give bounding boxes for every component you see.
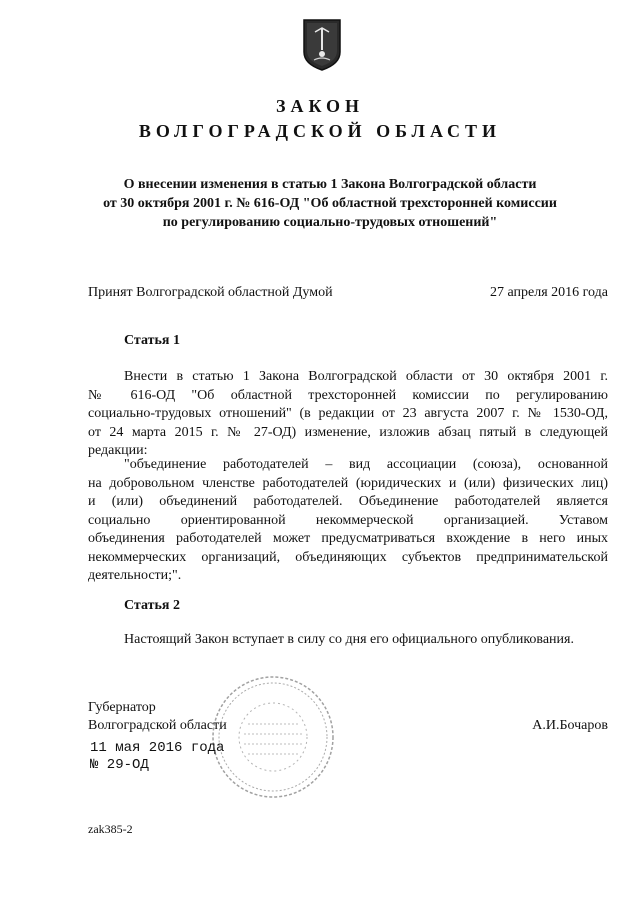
article1-paragraph1: [88, 368, 608, 461]
document-title-line2: ВОЛГОГРАДСКОЙ ОБЛАСТИ: [138, 121, 502, 141]
signing-date: 11 мая 2016 года: [90, 740, 225, 756]
article1-p2-line7: деятельности;".: [88, 568, 182, 583]
law-number: № 29-ОД: [90, 757, 149, 773]
article1-p2-line1: "объединение работодателей – вид ассоциации (союза), основанной: [124, 457, 608, 472]
article2-heading: Статья 2: [124, 598, 180, 613]
article1-p1-line2: № 616-ОД "Об областной трехсторонней комиссии по регулированию: [88, 387, 608, 403]
document-title-line1: ЗАКОН: [275, 96, 365, 116]
signatory-name: А.И.Бочаров: [532, 718, 608, 733]
article1-p1-line4: от 24 марта 2015 г. № 27-ОД) изменение, изложив абзац пятый в следующей: [88, 424, 608, 440]
article1-paragraph2: [88, 456, 608, 586]
article1-p2-line5: объединения работодателей может предусматриваться вхождение в него иных: [88, 531, 608, 546]
article1-p1-line1: Внести в статью 1 Закона Волгоградской области от 30 октября 2001 г.: [124, 369, 608, 384]
adopted-by: Принят Волгоградской областной Думой: [88, 285, 333, 300]
law-subject-line2: от 30 октября 2001 г. № 616-ОД "Об областной трехсторонней комиссии: [103, 196, 557, 211]
law-subject-line3: по регулированию социально-трудовых отношений": [162, 215, 498, 230]
volgograd-oblast-emblem-icon: [300, 18, 344, 72]
article2-text: Настоящий Закон вступает в силу со дня его официального опубликования.: [124, 632, 574, 647]
signatory-title-line2: Волгоградской области: [88, 718, 227, 733]
article1-p2-line6: некоммерческих организаций, объединяющих субъектов предпринимательской: [88, 549, 608, 565]
law-subject: [70, 175, 590, 232]
signatory-title-line1: Губернатор: [88, 700, 156, 715]
article1-p2-line4: социально ориентированной некоммерческой организацией. Уставом: [88, 512, 608, 528]
adopted-date: 27 апреля 2016 года: [490, 285, 608, 300]
article1-p1-line5: редакции:: [88, 443, 148, 458]
official-seal-stamp-icon: [208, 672, 338, 802]
article1-p2-line3: и (или) объединений работодателей. Объединение работодателей является: [88, 494, 608, 509]
law-subject-line1: О внесении изменения в статью 1 Закона Волгоградской области: [123, 177, 537, 192]
signing-details: [90, 740, 224, 774]
article1-heading: Статья 1: [124, 333, 180, 348]
article1-p2-line2: на добровольном членстве работодателей (юридических и (или) физических лиц): [88, 475, 608, 491]
article1-p1-line3: социально-трудовых отношений" (в редакции от 23 августа 2007 г. № 1530-ОД,: [88, 406, 608, 421]
document-code: zak385-2: [88, 822, 133, 836]
